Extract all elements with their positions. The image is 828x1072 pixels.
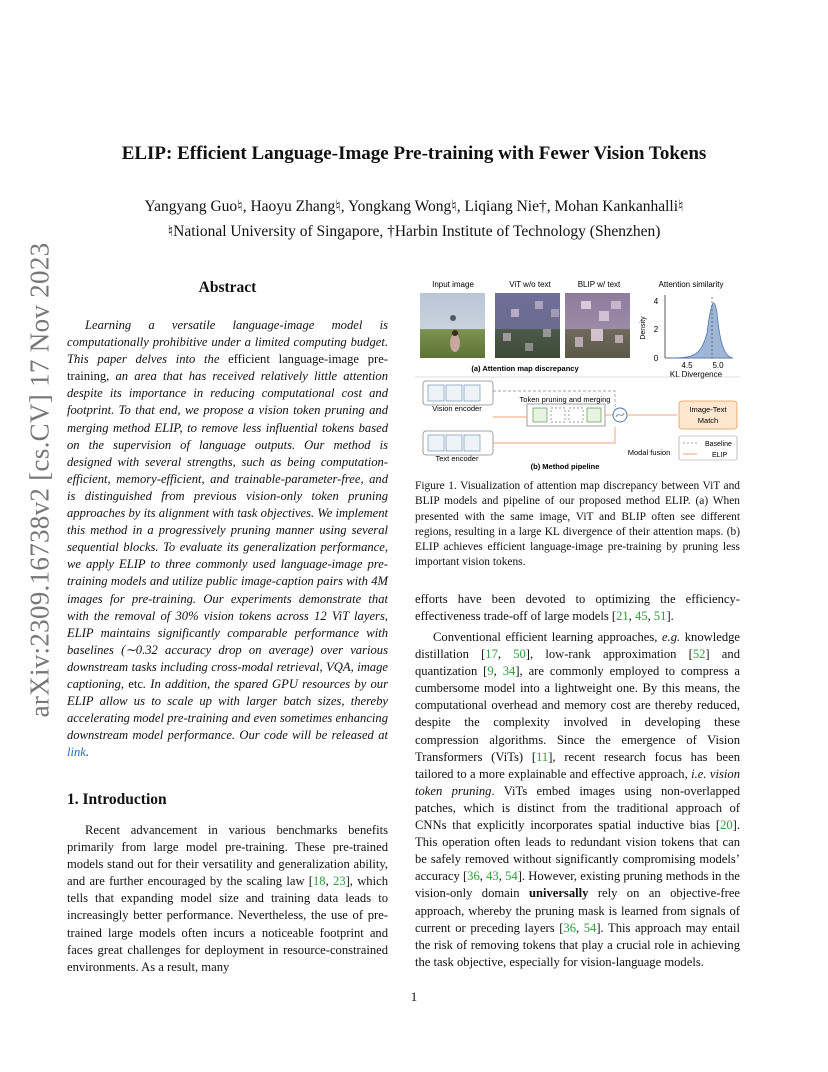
affiliations: ♮National University of Singapore, †Harbin Institute of Technology (Shenzhen) [167, 223, 661, 240]
abstract-etc: etc [128, 676, 143, 691]
body-text: ]. [666, 609, 674, 624]
body-text: ]. However, existing pruning methods in the vision-only domain [415, 869, 741, 901]
y-tick-2: 2 [653, 325, 659, 334]
input-image [420, 293, 485, 358]
token-pruning-label: Token pruning and merging [519, 395, 611, 404]
abstract-heading: Abstract [198, 279, 257, 296]
intro-paragraph-1 [67, 822, 388, 976]
body-text: Conventional efficient learning approaches, [433, 630, 662, 644]
figure-subcaption-a: (a) Attention map discrepancy [471, 364, 579, 373]
label-attention-similarity: Attention similarity [658, 280, 724, 289]
itm-label-line1: Image-Text [689, 405, 727, 414]
label-blip: BLIP w/ text [577, 280, 621, 289]
vision-encoder-label: Vision encoder [432, 404, 482, 413]
abstract-upright-phrase: efficient language-image pre-training [67, 352, 388, 384]
abstract-text-1: Learning a versatile language-image model is computationally prohibitive under a limited computing budget. This paper delves into the [67, 318, 388, 367]
kl-density-chart [640, 295, 733, 379]
legend-baseline: Baseline [705, 441, 732, 448]
body-text: efforts have been devoted to optimizing the efficiency-effectiveness trade-off of large models [ [415, 592, 740, 624]
y-tick-0: 0 [653, 354, 659, 363]
citation-link[interactable]: 51 [653, 609, 667, 624]
citation-link[interactable]: 50 [513, 647, 526, 662]
figure-subcaption-b: (b) Method pipeline [530, 462, 600, 471]
citation-link[interactable]: 23 [333, 874, 346, 889]
body-text: knowledge distillation [ [415, 630, 740, 662]
intro-continuation [415, 591, 740, 625]
citation-link[interactable]: 43 [486, 869, 499, 884]
body-text: , [479, 869, 487, 884]
body-text: ], which tells that expanding model size and training data leads to increasingly better performance. Nevertheless, the use of pre-trained large models often incurs a noticeable footprint and faces great challenges for deployment in resource-constrained environments. As a result, many [67, 874, 388, 974]
body-text: , [325, 874, 334, 889]
text-encoder-label: Text encoder [435, 454, 479, 463]
figure-1 [415, 273, 740, 473]
y-tick-4: 4 [653, 297, 659, 306]
pipeline-diagram [423, 381, 737, 463]
x-tick-4-5: 4.5 [681, 361, 693, 370]
y-axis-label: Density [640, 316, 647, 340]
citation-link[interactable]: 18 [313, 874, 326, 889]
citation-link[interactable]: 11 [536, 749, 549, 764]
body-text: , [493, 664, 503, 679]
figure-caption: Figure 1. Visualization of attention map discrepancy between ViT and BLIP models and pipeline of our proposed method ELIP. (a) When presented with the same image, ViT and BLIP often see different regions, resulting in a large KL divergence of their attention maps. (b) ELIP achieves efficient language-image pre-training by pruning less important vision tokens. [415, 480, 740, 569]
code-link[interactable]: link [67, 745, 86, 760]
body-text: Recent advancement in various benchmarks benefits primarily from large model pre-training. These pre-trained models stand out for their versatility and generalization ability, and are further encouraged by the scaling law [ [67, 823, 388, 889]
body-text: ], low-rank approximation [ [525, 647, 693, 662]
intro-heading: 1. Introduction [67, 791, 167, 808]
figure-1-graphic [415, 273, 740, 473]
emphasis-text: i.e. vision token pruning [415, 766, 740, 798]
bold-text: universally [528, 886, 589, 901]
body-text: ] and quantization [ [415, 647, 740, 679]
body-text: rely on an objective-free approach, whereby the pruning mask is learned from signals of current or preceding layers [ [415, 886, 740, 935]
body-text: ], recent research focus has been tailored to a more explainable and effective approach, [415, 749, 740, 781]
citation-link[interactable]: 54 [505, 869, 518, 884]
body-text: , [498, 869, 506, 884]
blip-attention-map [565, 293, 630, 358]
x-tick-5-0: 5.0 [712, 361, 724, 370]
legend-elip: ELIP [712, 452, 728, 459]
emphasis-text: e.g. [661, 630, 681, 644]
label-vit: ViT w/o text [509, 280, 551, 289]
citation-link[interactable]: 21 [616, 609, 629, 624]
abstract-text-2: , an area that has received relatively little attention despite its importance in reducing computational cost and footprint. To that end, we propose a vision token pruning and merging method ELIP, to remove less influential tokens based on the supervision of language outputs. Our method is designed with several strengths, such as being computation-efficient, memory-efficient, and trainable-parameter-free, and is distinguished from previous vision-only token pruning approaches by its alignment with task objectives. We implement this method in a progressively pruning manner using several sequential blocks. To evaluate its generalization performance, we apply ELIP to three commonly used language-image pre-training models and utilize public image-caption pairs with 4M images for pre-training. Our experiments demonstrate that with the removal of 30% vision tokens across 12 ViT layers, ELIP maintains significantly comparable performance with baselines (∼0.32 accuracy drop on average) over various downstream tasks including cross-modal retrieval, VQA, image captioning, [67, 369, 388, 691]
citation-link[interactable]: 9 [487, 664, 494, 679]
paper-title: ELIP: Efficient Language-Image Pre-training with Fewer Vision Tokens [121, 143, 707, 164]
citation-link[interactable]: 36 [467, 869, 480, 884]
abstract-text-3: . In addition, the spared GPU resources by our ELIP allow us to scale up with larger batch sizes, thereby accelerating model pre-training and even sometimes enhancing downstream model performance. Our code will be released at [67, 676, 389, 743]
body-text: , [628, 609, 635, 624]
itm-label-line2: Match [697, 416, 719, 425]
citation-link[interactable]: 36 [563, 920, 577, 935]
citation-link[interactable]: 34 [502, 664, 516, 679]
label-input-image: Input image [432, 280, 474, 289]
x-axis-label: KL Divergence [669, 370, 723, 379]
citation-link[interactable]: 45 [634, 609, 648, 624]
citation-link[interactable]: 52 [692, 647, 706, 662]
author-list: Yangyang Guo♮, Haoyu Zhang♮, Yongkang Wong♮, Liqiang Nie†, Mohan Kankanhalli♮ [144, 198, 684, 215]
citation-link[interactable]: 20 [720, 818, 733, 833]
body-text: ]. This approach may entail the risk of removing tokens that play a crucial role in achieving the task objective, especially for vision-language models. [415, 920, 740, 969]
body-text: . ViTs embed images using non-overlapped patches, which is distinct from the traditional approach of CNNs that explicitly incorporates spatial inductive bias [ [415, 783, 741, 833]
intro-paragraph-2 [415, 629, 740, 971]
body-text: , [576, 920, 584, 935]
modal-fusion-label: Modal fusion [627, 448, 671, 457]
body-text: ]. This operation often leads to redundant vision tokens that can be safely removed without significantly compromising models’ accuracy [ [415, 818, 740, 884]
abstract-end: . [85, 745, 90, 760]
page-number: 1 [410, 989, 418, 1004]
citation-link[interactable]: 54 [583, 920, 597, 935]
abstract-body [67, 317, 388, 761]
arxiv-stamp-text: arXiv:2309.16738v2 [cs.CV] 17 Nov 2023 [24, 242, 55, 718]
body-text: , [497, 647, 514, 662]
body-text: , [647, 609, 654, 624]
citation-link[interactable]: 17 [485, 647, 498, 662]
vit-attention-map [495, 293, 560, 358]
body-text: ], are commonly employed to compress a cumbersome model into a lightweight one. By this means, the computational overhead and memory cost are thereby reduced, despite the complexity involved in developing these compression algorithms. Since the emergence of Vision Transformers (ViTs) [ [415, 664, 740, 764]
